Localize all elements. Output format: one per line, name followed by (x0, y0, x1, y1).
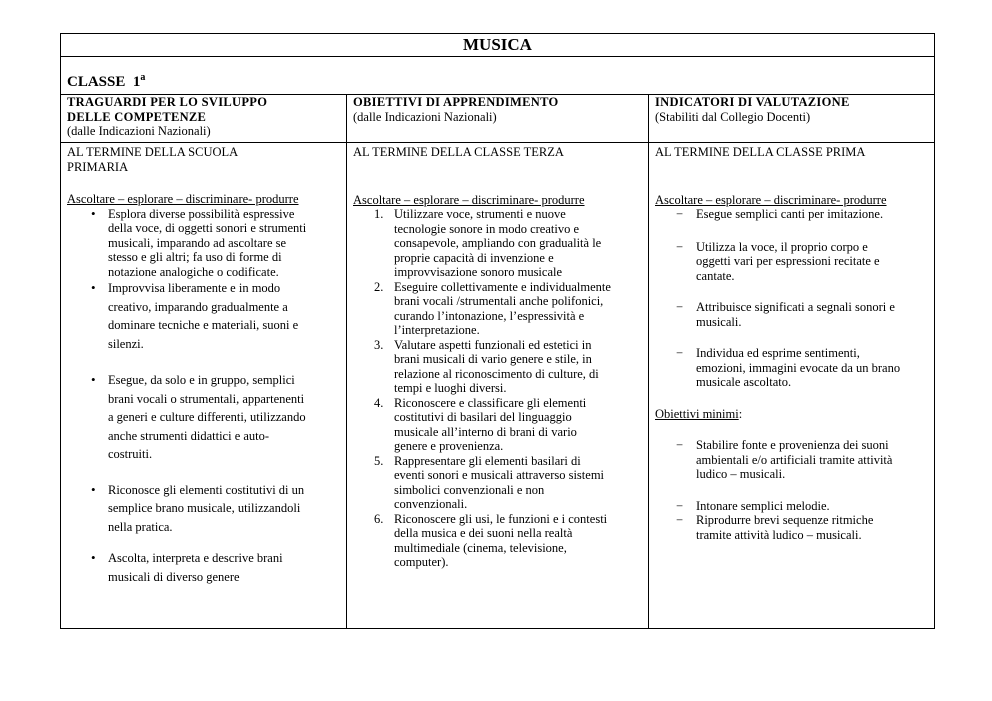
curriculum-table (60, 33, 935, 629)
col1-intro: AL TERMINE DELLA SCUOLA PRIMARIA (67, 145, 239, 174)
col2-intro: AL TERMINE DELLA CLASSE TERZA (353, 145, 564, 159)
col2-body (353, 145, 645, 570)
list-item: − Individua ed esprime sentimenti, emozioni, immagini evocate da un brano musicale ascoltato. (655, 346, 931, 390)
list-item: 2. Eseguire collettivamente e individualmente brani vocali /strumentali anche polifonici, curando l’intonazione, l’espressività e l’interpretazione. (374, 279, 611, 337)
list-item: • Ascolta, interpreta e descrive brani musicali di diverso genere (67, 549, 342, 586)
list-item: 6. Riconoscere gli usi, le funzioni e i contesti della musica e dei suoni nella realtà multimediale (cinema, televisione, computer). (374, 511, 608, 569)
col3-intro: AL TERMINE DELLA CLASSE PRIMA (655, 145, 866, 159)
list-item: − Stabilire fonte e provenienza dei suoni ambientali e/o artificiali tramite attività ludico – musicali. (655, 438, 931, 482)
column-divider (648, 94, 649, 628)
page-title: MUSICA (61, 34, 934, 57)
class-label: CLASSE 1$^a$ (67, 72, 146, 90)
col1-header: TRAGUARDI PER LO SVILUPPO DELLE COMPETENZE (dalle Indicazioni Nazionali) (67, 95, 268, 138)
list-item: 1. Utilizzare voce, strumenti e nuove tecnologie sonore in modo creativo e consapevole, ampliando con gradualità le proprie capacità di invenzione e improvvisazione sonoro musicale (374, 207, 602, 279)
col2-section-title: Ascoltare – esplorare – discriminare- produrre (353, 192, 585, 207)
list-item: • Riconosce gli elementi costitutivi di un semplice brano musicale, utilizzandoli nella pratica. (67, 481, 342, 537)
list-item: • Esplora diverse possibilità espressive della voce, di oggetti sonori e strumenti musicali, imparando ad ascoltare se stesso e gli altri; fa uso di forme di notazione analogiche o codificate. (67, 207, 342, 280)
list-item: − Attribuisce significati a segnali sonori e musicali. (655, 300, 931, 329)
col3-body (655, 145, 931, 542)
list-item: − Riprodurre brevi sequenze ritmiche tramite attività ludico – musicali. (655, 513, 931, 542)
list-item: 4. Riconoscere e classificare gli elementi costitutivi di basilari del linguaggio musicale all’interno di brani di vario genere e provenienza. (374, 395, 587, 453)
divider (61, 142, 934, 143)
col1-body (67, 145, 342, 586)
col2-header: OBIETTIVI DI APPRENDIMENTO (dalle Indicazioni Nazionali) (353, 95, 559, 124)
list-item: 5. Rappresentare gli elementi basilari di eventi sonori e musicali attraverso sistemi simbolici convenzionali e non convenzionali. (374, 453, 605, 511)
col1-section-title: Ascoltare – esplorare – discriminare- produrre (67, 192, 299, 206)
list-item: 3. Valutare aspetti funzionali ed estetici in brani musicali di vario genere e stile, in relazione al riconoscimento di culture, di tempi e luoghi diversi. (374, 337, 599, 395)
minimum-objectives-label: Obiettivi minimi: (655, 406, 743, 421)
list-item: • Improvvisa liberamente e in modo creativo, imparando gradualmente a dominare tecniche e materiali, suoni e silenzi. (67, 279, 342, 353)
list-item: − Esegue semplici canti per imitazione. (655, 207, 931, 222)
list-item: − Utilizza la voce, il proprio corpo e oggetti vari per espressioni recitate e cantate. (655, 240, 931, 284)
col3-header: INDICATORI DI VALUTAZIONE (Stabiliti dal Collegio Docenti) (655, 95, 850, 124)
column-divider (346, 94, 347, 628)
list-item: • Esegue, da solo e in gruppo, semplici brani vocali o strumentali, appartenenti a generi e culture differenti, utilizzando anche strumenti didattici e auto- costruiti. (67, 371, 342, 464)
list-item: − Intonare semplici melodie. (655, 499, 931, 514)
col3-section-title: Ascoltare – esplorare – discriminare- produrre (655, 192, 887, 207)
